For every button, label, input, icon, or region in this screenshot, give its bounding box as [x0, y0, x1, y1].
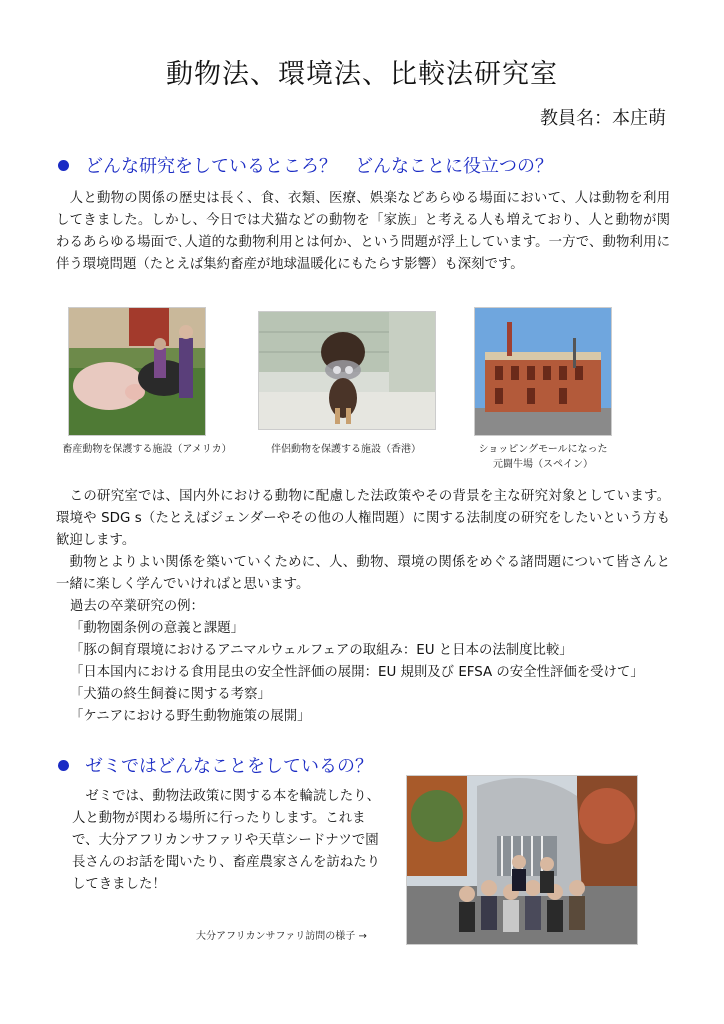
section-heading-research: [58, 152, 553, 178]
examples-label: 過去の卒業研究の例：: [70, 599, 204, 614]
section-heading-seminar: [58, 752, 373, 778]
photo-caption-bullring-line1: ショッピングモールになった: [478, 444, 608, 455]
research-description: [56, 486, 670, 728]
research-paragraph-2: 動物とよりよい関係を築いていくために、人、動物、環境の関係をめぐる諸問題について皆さんと一緒に楽しく学んでいければと思います。: [56, 555, 670, 592]
photo-caption-bullring-line2: 元闘牛場（スペイン）: [493, 459, 593, 470]
photo-caption-farm: 畜産動物を保護する施設（アメリカ）: [62, 444, 232, 455]
photo-caption-companion: 伴侶動物を保護する施設（香港）: [271, 444, 421, 455]
example-item: 「犬猫の終生飼養に関する考察」: [70, 687, 271, 702]
research-paragraph-1: この研究室では、国内外における動物に配慮した法政策やその背景を主な研究対象としています。環境や SDG s（たとえばジェンダーやその他の人権問題）に関する法制度の研究をしたいという方も歓迎します。: [56, 489, 670, 548]
bullet-icon: [58, 160, 69, 171]
section-heading-text: どんな研究をしているところ？ どんなことに役立つの？: [85, 156, 553, 177]
photo-companion-animal-shelter: [258, 311, 436, 430]
intro-paragraph: 人と動物の関係の歴史は長く、食、衣類、医療、娯楽などあらゆる場面において、人は動物を利用してきました。しかし、今日では犬猫などの動物を「家族」と考える人も増えており、人と動物が関わるあらゆる場面で､人道的な動物利用とは何か、という問題が浮上しています。一方で、動物利用に伴う環境問題（たとえば集約畜産が地球温暖化にもたらす影響）も深刻です。: [56, 191, 670, 272]
teacher-name: 教員名：本庄萌: [540, 108, 666, 129]
section-heading-text: ゼミではどんなことをしているの？: [85, 756, 373, 777]
page-title: 動物法、環境法、比較法研究室: [166, 59, 558, 90]
example-item: 「豚の飼育環境におけるアニマルウェルフェアの取組み：EU と日本の法制度比較」: [70, 643, 573, 658]
example-item: 「ケニアにおける野生動物施策の展開」: [70, 709, 311, 724]
seminar-paragraph: ゼミでは、動物法政策に関する本を輪読したり、人と動物が関わる場所に行ったりします。これまで、大分アフリカンサファリや天草シードナツで園長さんのお話を聞いたり、畜産農家さんを訪ねたりしてきました！: [72, 789, 380, 892]
example-item: 「日本国内における食用昆虫の安全性評価の展開：EU 規則及び EFSA の安全性評価を受けて」: [70, 665, 644, 680]
example-item: 「動物園条例の意義と課題」: [70, 621, 245, 636]
bullet-icon: [58, 760, 69, 771]
photo-safari-visit: [406, 775, 638, 945]
safari-photo-caption: 大分アフリカンサファリ訪問の様子 →: [196, 931, 367, 942]
photo-former-bullring: [474, 307, 612, 436]
photo-caption-bullring: [460, 442, 626, 472]
photo-farm-sanctuary: [68, 307, 206, 436]
